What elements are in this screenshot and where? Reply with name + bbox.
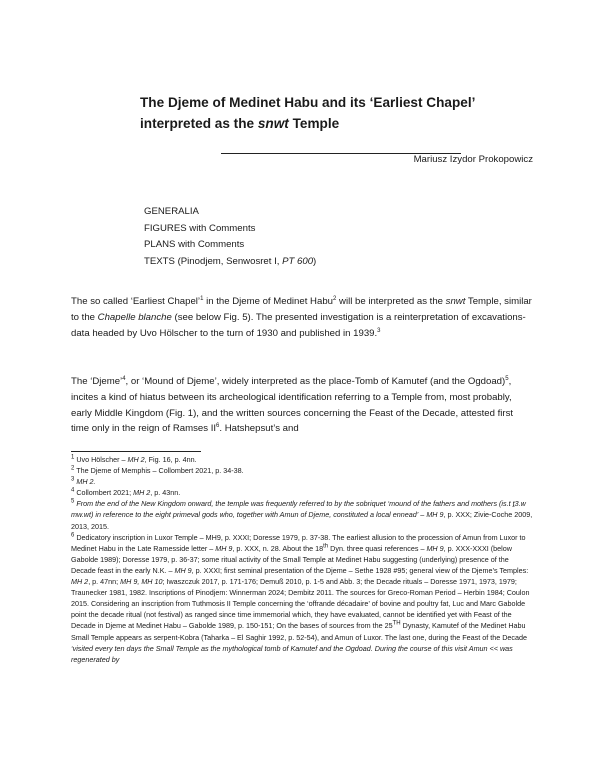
contents-item-texts: TEXTS (Pinodjem, Senwosret I, PT 600) (144, 255, 317, 267)
contents-item-generalia: GENERALIA (144, 206, 199, 217)
footnote-4: $^4$ Collombert 2021; MH 2, p. 43nn. (71, 487, 181, 498)
footnote-ref-5: 5 (505, 375, 509, 382)
footnote-ref-2: 2 (333, 295, 337, 302)
footnote-6: $^6$ Dedicatory inscription in Luxor Temple – MH9, p. XXXI; Doresse 1979, p. 37-38. The earliest allusion to the procession of Amun from Luxor to Medinet Habu in the Late Ramesside letter – MH 9, p. XXX, n. 28. About the 18th Dyn. three quasi references – MH 9, p. XXX-XXXI (below Gabolde 1989); Doresse 1979, p. 36-37; some ritual activity of the Small Temple at Medinet Habu suggesting (underlying) presence of the Decade feast in the early N.K. – MH 9, p. XXXI; first seminal presentation of the Djeme – Sethe 1928 #95; general view of the Djeme’s Temples: MH 2, p. 47nn; MH 9, MH 10; Iwaszczuk 2017, p. 171-176; Demuß 2010, p. 1-5 and Abb. 3; the Decade rituals – Doresse 1971, 1973, 1979; Traunecker 1981, 1982. Inscriptions of Pinodjem: Winnerman 2024; Dembitz 2011. The sources for Greco-Roman Period – Herbin 1984; Coulon 2015. Considering an inscription from Tuthmosis II Temple concerning the ‘offrande décadaire’ of bovine and poultry fat, Luc and Marc Gabolde point the decade ritual (not festival) as ranged since time immemorial which, they have evaluated, cannot be identified yet with Feast of the Decade in Djeme at Medinet Habu – Gabolde 1989, p. 150-151; On the bases of sources from the 25TH Dynasty, Kamutef of the Medinet Habu Small Temple appears as serpent-Kobra (Taharka – El Saghir 1992, p. 52-54), and Amun of Luxor. The last one, during the Feast of the Decade ‘visited every ten days the Small Temple as the mythological tomb of Kamutef and the Ogdoad. During the course of this visit Amun << was regenerated by (71, 532, 530, 664)
title-line-2: interpreted as the snwt Temple (140, 116, 340, 131)
footnote-5: $^5$ From the end of the New Kingdom onward, the temple was frequently referred to by the sobriquet ‘mound of the fathers and mothers (is.t ṯ3.w mw.wt) in reference to the eight primeval gods who, together with Amun of Djeme, constituted a local ennead’ – MH 9, p. XXX; Zivie-Coche 2009, 2013, 2015. (71, 498, 533, 531)
author-name: Mariusz Izydor Prokopowicz (413, 154, 533, 165)
footnote-1: $^1$ Uvo Hölscher – MH 2, Fig. 16, p. 4nn. (71, 454, 197, 464)
footnote-ref-1: 1 (200, 295, 204, 302)
footnotes (71, 454, 533, 665)
contents-item-plans: PLANS with Comments (144, 239, 245, 250)
footnote-ref-3: 3 (377, 327, 381, 334)
footnote-3: $^3$ MH 2. (71, 476, 96, 487)
contents-item-figures: FIGURES with Comments (144, 222, 256, 234)
paper-title (140, 92, 540, 134)
footnote-ref-6: 6 (216, 423, 220, 430)
footnote-ref-4: 4 (122, 375, 126, 382)
paragraph-2: The ‘Djeme’$^4$, or ‘Mound of Djeme’, widely interpreted as the place-Tomb of Kamutef (and the Ogdoad)$^5$, incites a kind of hiatus between its archeological identification referring to a Temple from, most probably, early Middle Kingdom (Fig. 1), and the written sources concerning the Feast of the Decade, attested first time only in the reign of Ramses $II^6$. Hatshepsut’s and (71, 375, 514, 435)
paragraph-1: The so called ‘Earliest Chapel’$^1$ in the Djeme of Medinet Habu$^2$ will be interpreted as the snwt Temple, similar to the Chapelle blanche (see below Fig. 5). The presented investigation is a reinterpretation of excavations-data headed by Uvo Hölscher to the turn of 1930 and published in 1939.$^3$ (71, 295, 532, 339)
contents-list (144, 204, 316, 270)
title-line-1: The Djeme of Medinet Habu and its ‘Earliest Chapel’ (140, 95, 476, 110)
footnote-separator (71, 451, 201, 452)
footnote-2: $^2$ The Djeme of Memphis – Collombert 2021, p. 34-38. (71, 465, 244, 476)
